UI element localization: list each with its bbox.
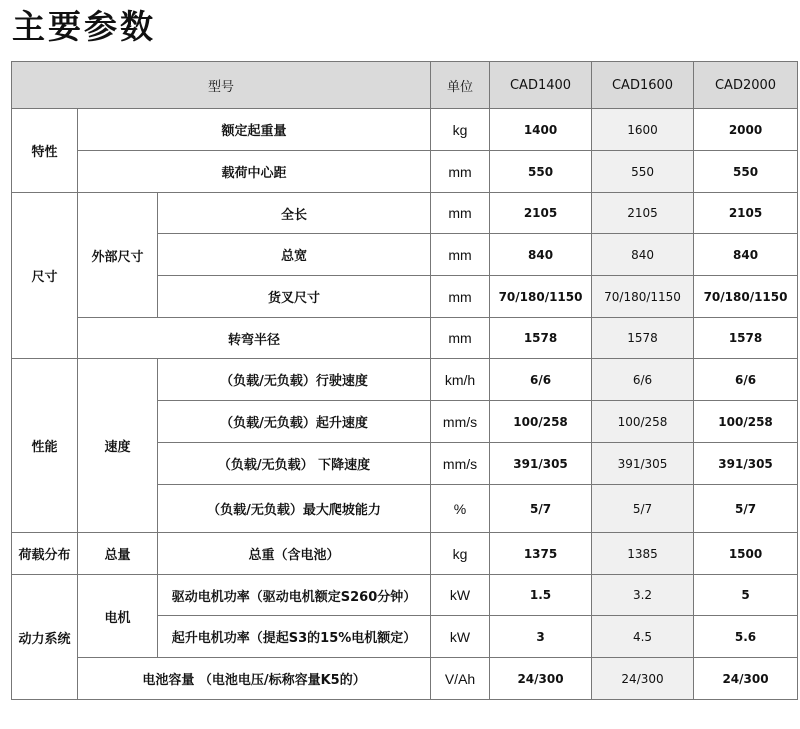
cell-value: 3.2 <box>592 575 694 616</box>
group-power-system: 动力系统 <box>12 575 78 700</box>
cell-value: 100/258 <box>490 401 592 443</box>
cell-value: 5/7 <box>490 485 592 533</box>
row-unit: kg <box>431 533 490 575</box>
cell-value: 1578 <box>490 318 592 359</box>
cell-value: 1578 <box>694 318 798 359</box>
cell-value: 5/7 <box>592 485 694 533</box>
cell-value: 70/180/1150 <box>490 276 592 318</box>
cell-value: 5.6 <box>694 616 798 658</box>
header-model-3: CAD2000 <box>694 62 798 109</box>
cell-value: 840 <box>592 234 694 276</box>
group-load-distribution: 荷载分布 <box>12 533 78 575</box>
cell-value: 391/305 <box>592 443 694 485</box>
cell-value: 6/6 <box>694 359 798 401</box>
table-row <box>12 533 798 575</box>
cell-value: 1578 <box>592 318 694 359</box>
table-row <box>12 575 798 616</box>
table-row <box>12 658 798 700</box>
cell-value: 2000 <box>694 109 798 151</box>
cell-value: 840 <box>694 234 798 276</box>
cell-value: 100/258 <box>694 401 798 443</box>
row-label: （负载/无负载）起升速度 <box>158 401 431 443</box>
row-unit: kg <box>431 109 490 151</box>
cell-value: 550 <box>694 151 798 193</box>
row-unit: mm <box>431 318 490 359</box>
cell-value: 1375 <box>490 533 592 575</box>
table-row <box>12 151 798 193</box>
row-unit: mm/s <box>431 443 490 485</box>
row-unit: km/h <box>431 359 490 401</box>
row-unit: mm <box>431 276 490 318</box>
cell-value: 24/300 <box>694 658 798 700</box>
row-unit: mm <box>431 151 490 193</box>
cell-value: 1.5 <box>490 575 592 616</box>
group-dimensions: 尺寸 <box>12 193 78 359</box>
cell-value: 391/305 <box>490 443 592 485</box>
cell-value: 550 <box>490 151 592 193</box>
cell-value: 2105 <box>592 193 694 234</box>
row-label: 额定起重量 <box>78 109 431 151</box>
spec-table <box>11 61 798 700</box>
cell-value: 1500 <box>694 533 798 575</box>
page-title: 主要参数 <box>12 7 156 46</box>
cell-value: 1400 <box>490 109 592 151</box>
cell-value: 70/180/1150 <box>694 276 798 318</box>
row-label: 货叉尺寸 <box>158 276 431 318</box>
header-model: 型号 <box>12 62 431 109</box>
row-label: 驱动电机功率（驱动电机额定S260分钟） <box>158 575 431 616</box>
cell-value: 6/6 <box>490 359 592 401</box>
cell-value: 1600 <box>592 109 694 151</box>
row-label: 载荷中心距 <box>78 151 431 193</box>
table-row <box>12 109 798 151</box>
cell-value: 5/7 <box>694 485 798 533</box>
subgroup-motor: 电机 <box>78 575 158 658</box>
header-model-1: CAD1400 <box>490 62 592 109</box>
row-label: （负载/无负载） 下降速度 <box>158 443 431 485</box>
row-unit: kW <box>431 616 490 658</box>
row-label: 转弯半径 <box>78 318 431 359</box>
group-characteristics: 特性 <box>12 109 78 193</box>
row-unit: V/Ah <box>431 658 490 700</box>
header-row <box>12 62 798 109</box>
subgroup-total-weight: 总量 <box>78 533 158 575</box>
cell-value: 24/300 <box>490 658 592 700</box>
row-unit: % <box>431 485 490 533</box>
cell-value: 70/180/1150 <box>592 276 694 318</box>
cell-value: 3 <box>490 616 592 658</box>
cell-value: 840 <box>490 234 592 276</box>
row-label: 起升电机功率（提起S3的15%电机额定） <box>158 616 431 658</box>
row-label: （负载/无负载）最大爬坡能力 <box>158 485 431 533</box>
group-performance: 性能 <box>12 359 78 533</box>
subgroup-speed: 速度 <box>78 359 158 533</box>
row-unit: mm <box>431 193 490 234</box>
table-row <box>12 359 798 401</box>
row-label: 电池容量 （电池电压/标称容量K5的） <box>78 658 431 700</box>
row-label: 全长 <box>158 193 431 234</box>
table-row <box>12 193 798 234</box>
subgroup-external-dimensions: 外部尺寸 <box>78 193 158 318</box>
cell-value: 6/6 <box>592 359 694 401</box>
cell-value: 5 <box>694 575 798 616</box>
cell-value: 4.5 <box>592 616 694 658</box>
row-unit: kW <box>431 575 490 616</box>
row-label: （负载/无负载）行驶速度 <box>158 359 431 401</box>
cell-value: 1385 <box>592 533 694 575</box>
cell-value: 2105 <box>490 193 592 234</box>
row-unit: mm/s <box>431 401 490 443</box>
row-unit: mm <box>431 234 490 276</box>
cell-value: 550 <box>592 151 694 193</box>
cell-value: 100/258 <box>592 401 694 443</box>
header-model-2: CAD1600 <box>592 62 694 109</box>
cell-value: 24/300 <box>592 658 694 700</box>
table-row <box>12 318 798 359</box>
row-label: 总宽 <box>158 234 431 276</box>
row-label: 总重（含电池） <box>158 533 431 575</box>
cell-value: 391/305 <box>694 443 798 485</box>
cell-value: 2105 <box>694 193 798 234</box>
header-unit: 单位 <box>431 62 490 109</box>
